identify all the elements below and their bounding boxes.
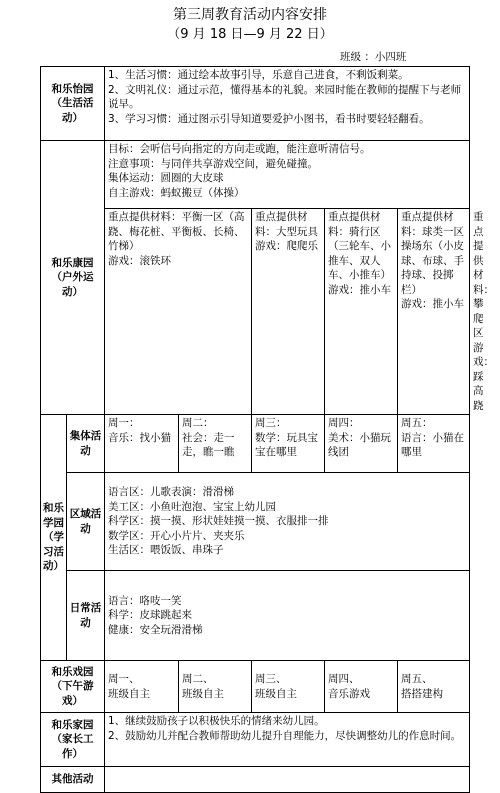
group-day-4: 周四： 美术：小猫玩线团 <box>325 415 398 473</box>
outdoor-area-4: 重点提供材料：球类一区 操场东（小皮球、布球、手持球、投掷栏） 游戏：推小车 <box>398 209 470 415</box>
group-day-3: 周三： 数学：玩具宝宝在哪里 <box>252 415 325 473</box>
outdoor-group: 集体运动：圆圈的大皮球 <box>108 172 224 184</box>
label-other-activity: 其他活动 <box>41 767 105 793</box>
outdoor-notes: 注意事项：与同伴共享游戏空间，避免碰撞。 <box>108 157 318 170</box>
row-daily-activity <box>41 571 470 661</box>
label-daily-activity: 日常活动 <box>67 571 105 661</box>
row-afternoon-games <box>41 661 470 713</box>
other-activity-content <box>105 767 470 793</box>
daily-item: 科学：皮球跳起来 <box>108 609 192 622</box>
schedule-table <box>40 66 495 793</box>
row-zone-activity <box>41 473 470 571</box>
parent-item: 1、继续鼓励孩子以积极快乐的情绪来幼儿园。 <box>108 715 325 727</box>
row-outdoor-areas: 重点提供材料：平衡一区（高跷、梅花桩、平衡板、长椅、竹梯） 游戏：滚铁环 重点提供材料：大型玩具 游戏：爬爬乐 重点提供材料：骑行区（三轮车、小推车、双人车、小推车） 游戏：推小车 重点提供材料：球类一区 操场东（小皮球、布球、手持球、投掷栏） 游戏：推小车 重点提供材料：攀爬区 游戏：踩高跷 <box>41 209 470 415</box>
game-day-2: 周二、 班级自主 <box>179 661 252 713</box>
row-parent-work <box>41 713 470 767</box>
zone-item: 生活区：喂饭饭、串珠子 <box>108 544 224 557</box>
outdoor-free: 自主游戏：蚂蚁搬豆（体操） <box>108 186 245 199</box>
row-other-activity <box>41 767 470 793</box>
game-day-3: 周三、 班级自主 <box>252 661 325 713</box>
daily-item: 语言：咯吱一笑 <box>108 594 182 607</box>
outdoor-goal: 目标：会听信号向指定的方向走或跑，能注意听清信号。 <box>108 143 371 155</box>
label-group-activity: 集体活动 <box>67 415 105 473</box>
label-parent-work: 和乐家园（家长工作） <box>41 713 105 767</box>
outdoor-area-3: 重点提供材料：骑行区（三轮车、小推车、双人车、小推车） 游戏：推小车 <box>325 209 398 415</box>
row-group-activity <box>41 415 470 473</box>
game-day-1: 周一、 班级自主 <box>105 661 179 713</box>
life-activity-content <box>105 67 470 141</box>
game-day-5: 周五、 搭搭建构 <box>398 661 470 713</box>
label-learning: 和乐学园（学习活动） <box>41 415 67 661</box>
daily-activity-content <box>105 571 470 661</box>
label-outdoor: 和乐康园（户外运动） <box>41 141 105 415</box>
row-life-activity <box>41 67 470 141</box>
outdoor-area-2: 重点提供材料：大型玩具 游戏：爬爬乐 <box>252 209 325 415</box>
life-item: 3、学习习惯：通过图示引导知道要爱护小图书，看书时要轻轻翻看。 <box>108 112 430 125</box>
label-life-activity: 和乐怡园（生活活动） <box>41 67 105 141</box>
group-day-1: 周一： 音乐：找小猫 <box>105 415 179 473</box>
row-outdoor-intro <box>41 141 470 209</box>
outdoor-area-1: 重点提供材料：平衡一区（高跷、梅花桩、平衡板、长椅、竹梯） 游戏：滚铁环 <box>105 209 252 415</box>
document-title: 第三周教育活动内容安排 <box>173 7 327 23</box>
date-range: （9 月 18 日—9 月 22 日） <box>167 27 333 42</box>
zone-item: 科学区：摸一摸、形状娃娃摸一摸、衣服排一排 <box>108 515 329 528</box>
zone-item: 数学区：开心小片片、夹夹乐 <box>108 529 245 542</box>
parent-work-content <box>105 713 470 767</box>
group-day-2: 周二： 社会：走一走，瞧一瞧 <box>179 415 252 473</box>
zone-item: 美工区：小鱼吐泡泡、宝宝上幼儿园 <box>108 500 276 513</box>
label-afternoon-games: 和乐戏园（下午游戏） <box>41 661 105 713</box>
outdoor-intro <box>105 141 470 209</box>
zone-item: 语言区：儿歌表演：滑滑梯 <box>108 486 234 499</box>
group-day-5: 周五： 语言：小猫在哪里 <box>398 415 470 473</box>
life-item: 1、生活习惯：通过绘本故事引导，乐意自己进食，不剩饭剩菜。 <box>108 69 409 81</box>
label-zone-activity: 区域活动 <box>67 473 105 571</box>
zone-activity-content <box>105 473 470 571</box>
game-day-4: 周四、 音乐游戏 <box>325 661 398 713</box>
parent-item: 2、鼓励幼儿并配合教师帮助幼儿提升自理能力，尽快调整幼儿的作息时间。 <box>108 729 462 742</box>
daily-item: 健康：安全玩滑滑梯 <box>108 623 203 636</box>
class-label: 班级 ：小四班 <box>340 51 407 63</box>
life-item: 2、文明礼仪：通过示范，懂得基本的礼貌。来园时能在教师的提醒下与老师说早。 <box>108 83 462 110</box>
